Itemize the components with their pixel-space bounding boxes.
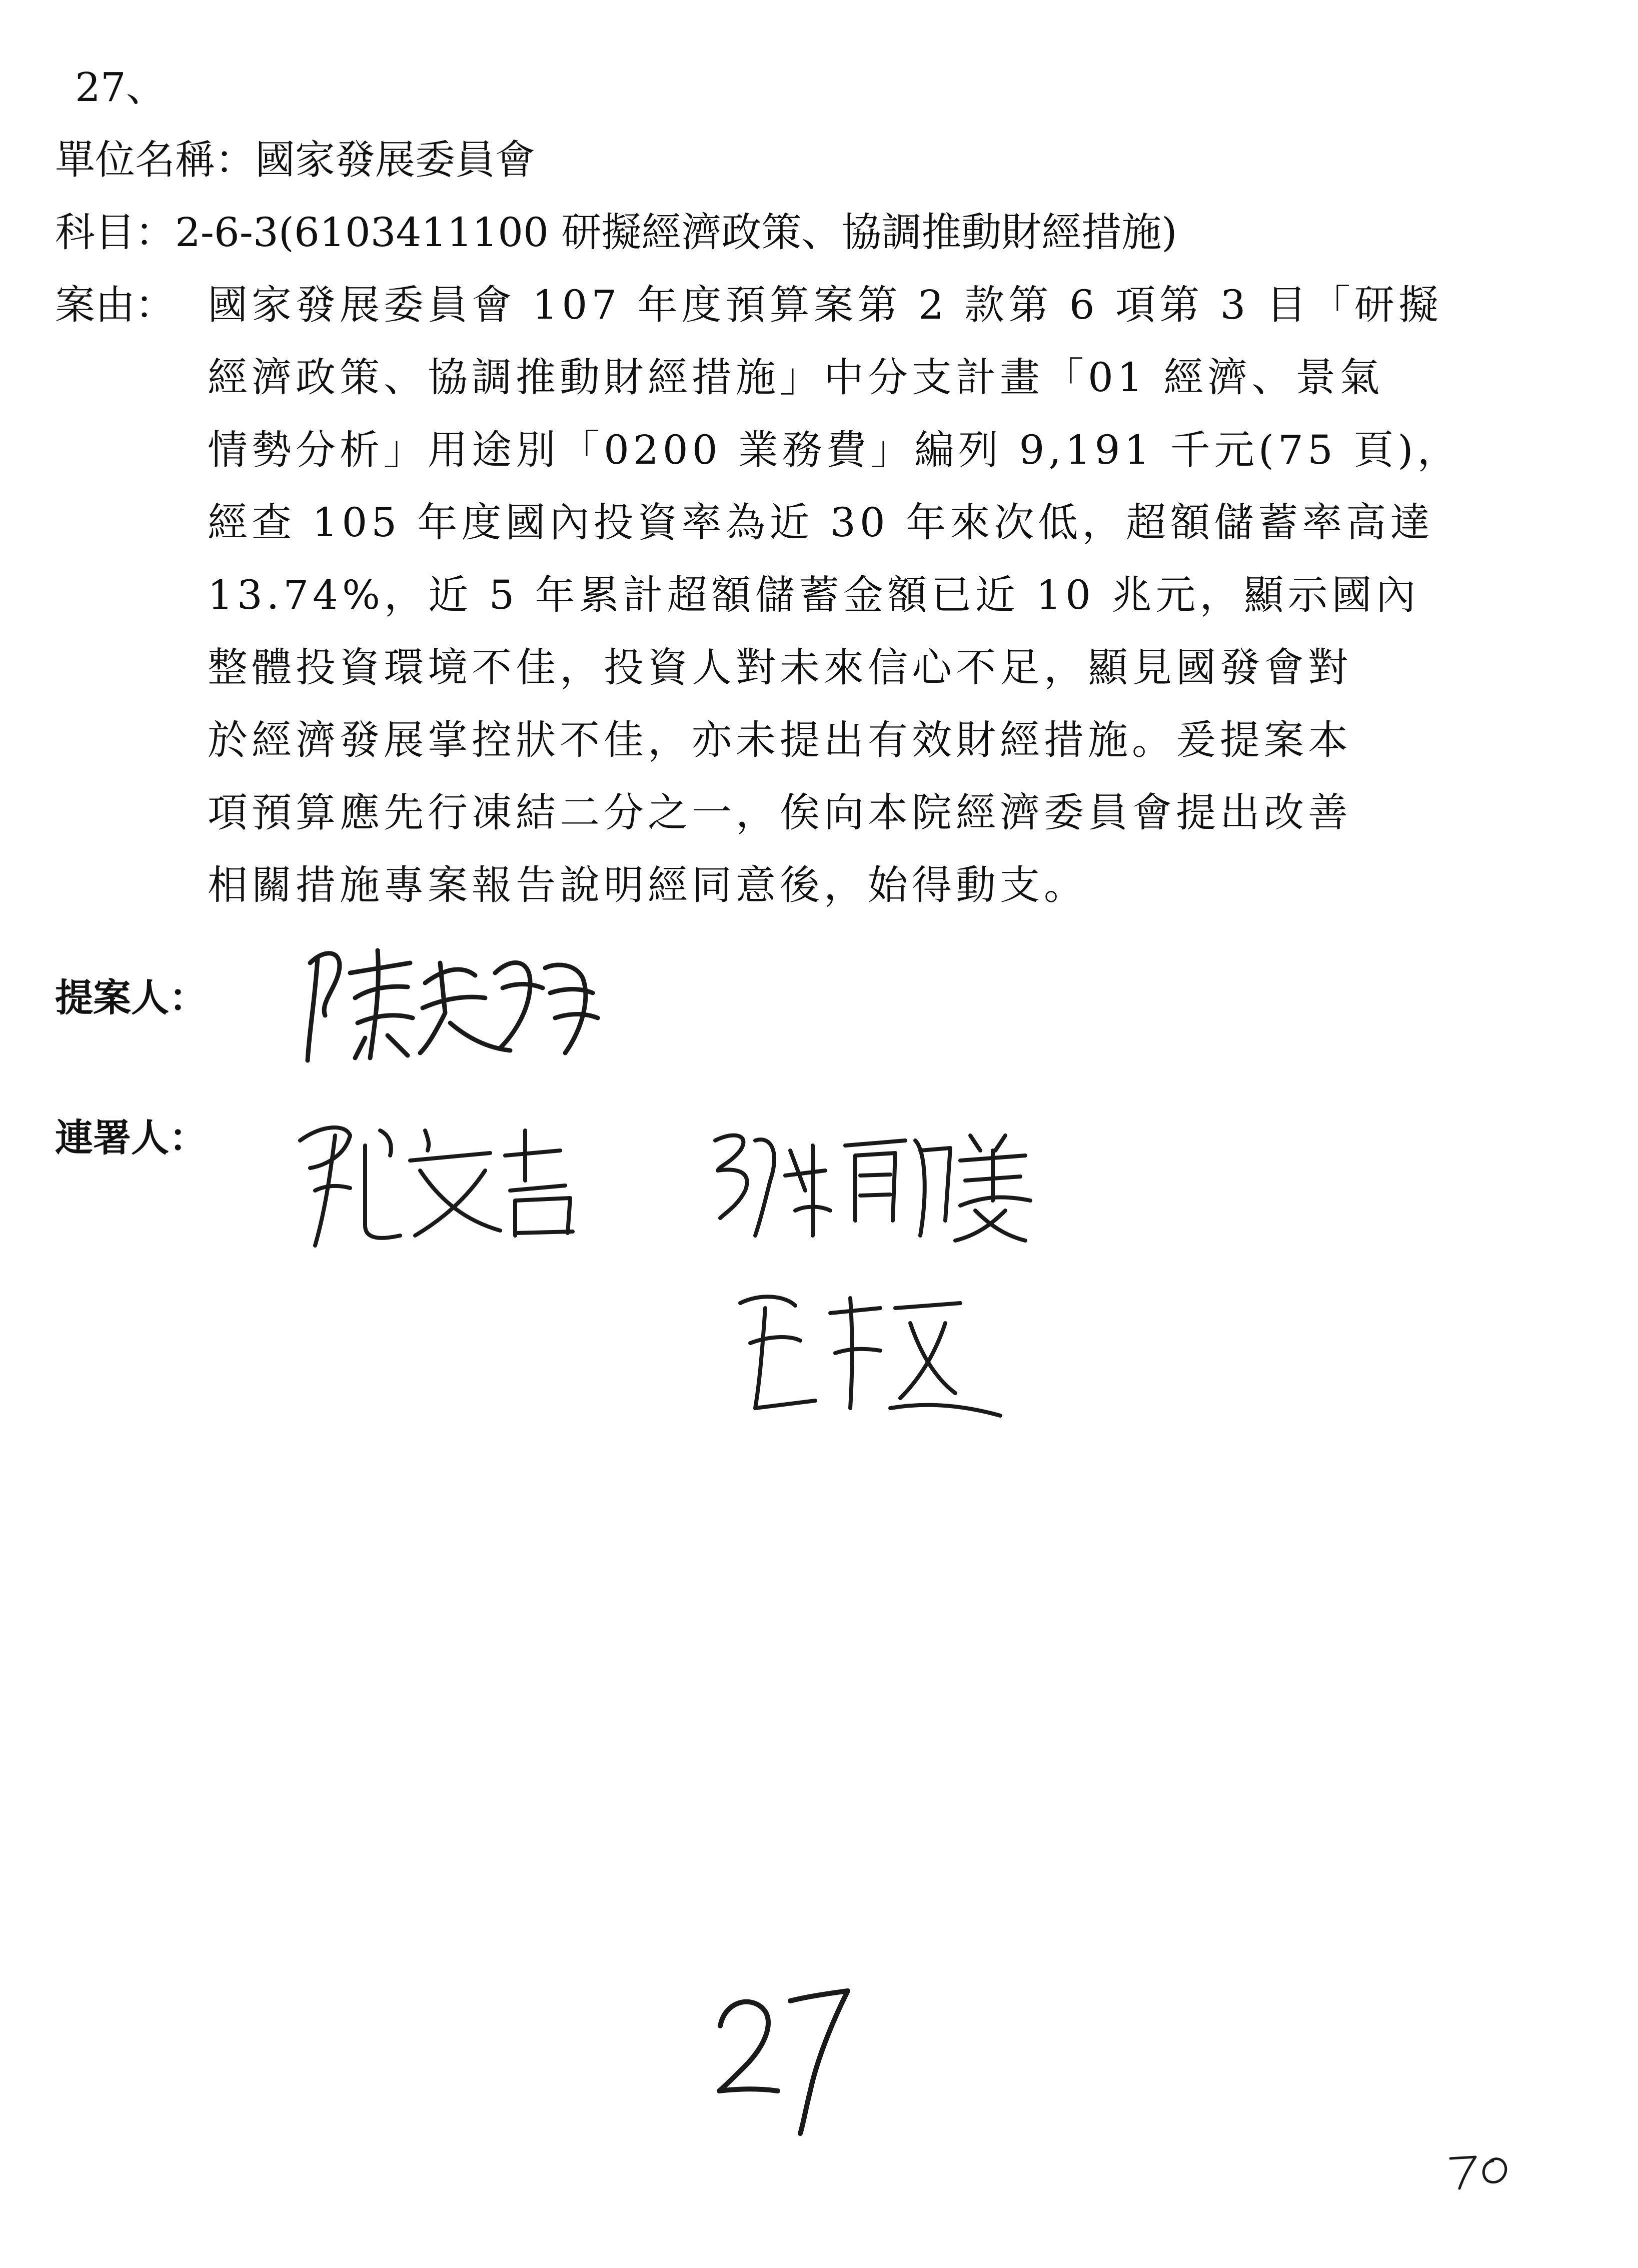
cosigner-signature-1: [290, 1100, 600, 1256]
reason-body: [208, 278, 1558, 930]
unit-label: 單位名稱: [55, 137, 215, 183]
unit-value: 國家發展委員會: [255, 137, 535, 183]
subject-field: [55, 205, 1177, 260]
subject-value: 2-6-3(6103411100 研擬經濟政策、協調推動財經措施): [175, 209, 1177, 256]
cosigner-label: 連署人：: [55, 1115, 207, 1160]
reason-colon: ：: [135, 282, 175, 328]
reason-heading: [55, 278, 175, 333]
unit-field: [55, 133, 535, 188]
item-number: 27、: [75, 64, 166, 111]
reason-line: 13.74%，近 5 年累計超額儲蓄金額已近 10 兆元，顯示國內: [208, 572, 1420, 618]
reason-line: 整體投資環境不佳，投資人對未來信心不足，顯見國發會對: [208, 644, 1352, 691]
proposer-label: 提案人：: [55, 975, 207, 1020]
reason-line: 項預算應先行凍結二分之一，俟向本院經濟委員會提出改善: [208, 789, 1352, 836]
reason-line: 情勢分析」用途別「0200 業務費」編列 9,191 千元(75 頁)，: [208, 427, 1461, 473]
reason-line: 經濟政策、協調推動財經措施」中分支計畫「01 經濟、景氣: [208, 354, 1384, 401]
subject-colon: ：: [135, 209, 175, 256]
reason-line: 經查 105 年度國內投資率為近 30 年來次低，超額儲蓄率高達: [208, 499, 1434, 546]
reason-line: 於經濟發展掌控狀不佳，亦未提出有效財經措施。爰提案本: [208, 717, 1352, 763]
unit-colon: ：: [215, 137, 255, 183]
proposer-signature: [295, 928, 605, 1073]
handwritten-page-number: [710, 1966, 860, 2136]
reason-line: 相關措施專案報告說明經同意後，始得動支。: [208, 862, 1088, 908]
reason-line: 國家發展委員會 107 年度預算案第 2 款第 6 項第 3 目「研擬: [208, 282, 1442, 328]
reason-label: 案由: [55, 282, 135, 328]
subject-label: 科目: [55, 209, 135, 256]
corner-page-number: [1445, 2146, 1520, 2191]
cosigner-signature-2: [705, 1120, 1035, 1251]
cosigner-signature-3: [720, 1278, 1010, 1428]
